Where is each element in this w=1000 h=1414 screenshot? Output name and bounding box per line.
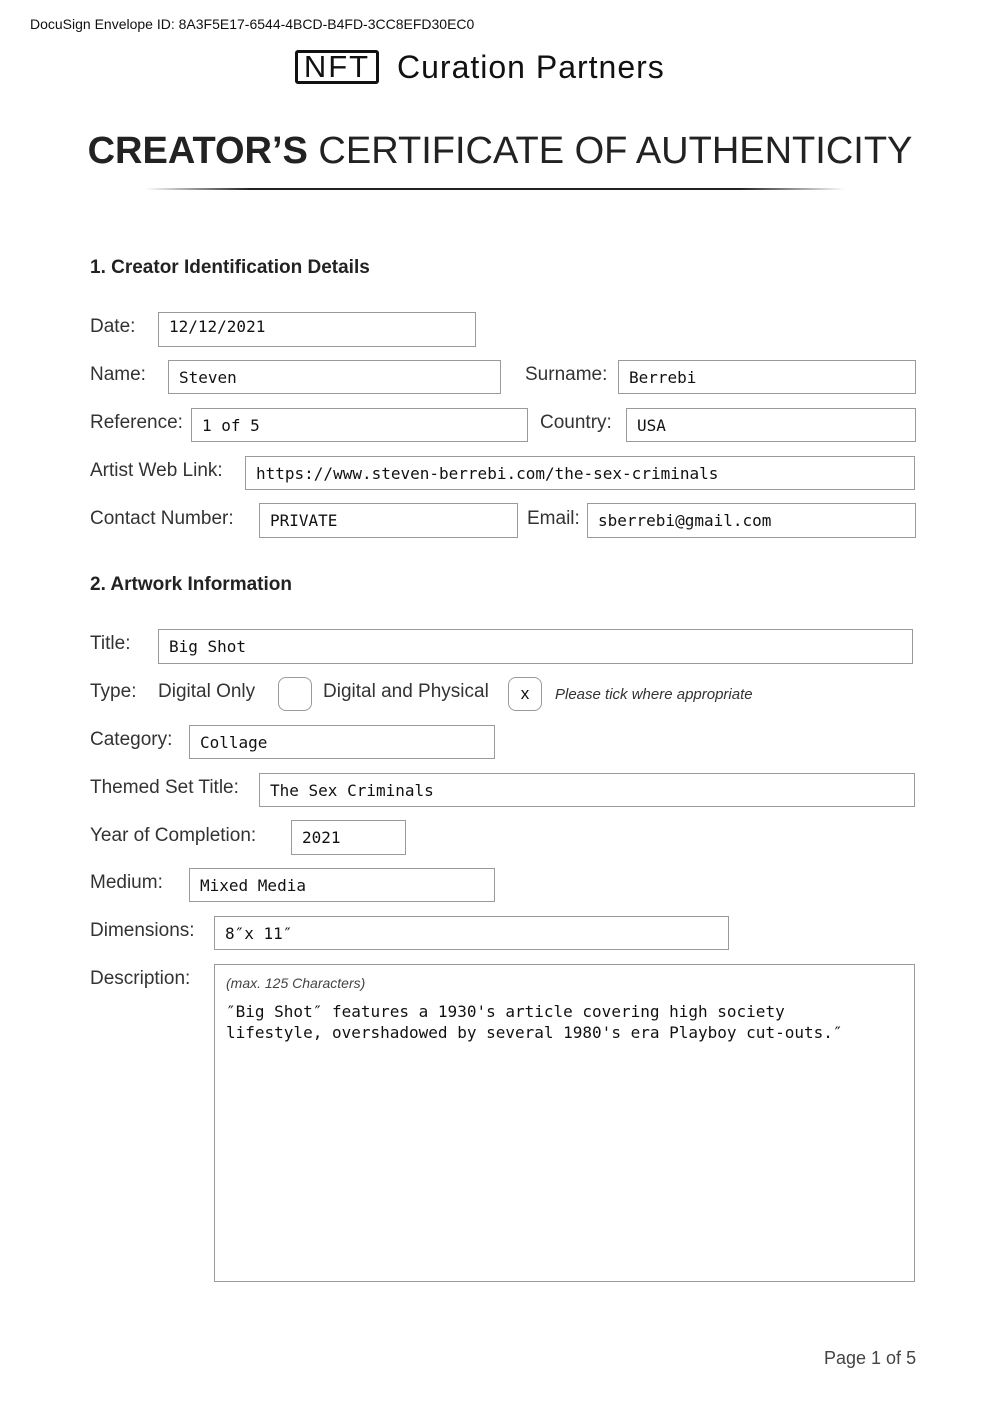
digital-only-label: Digital Only — [158, 681, 256, 702]
reference-label: Reference: — [90, 412, 183, 433]
title-divider — [145, 188, 845, 190]
envelope-id: DocuSign Envelope ID: 8A3F5E17-6544-4BCD-B4FD-3CC8EFD30EC0 — [30, 16, 475, 32]
year-field[interactable]: 2021 — [291, 820, 406, 855]
page-number: Page 1 of 5 — [824, 1348, 917, 1368]
description-text: ″Big Shot″ features a 1930's article covering high society lifestyle, overshadowed by several 1980's era Playboy cut-outs.″ — [226, 1002, 843, 1042]
section-heading-artwork: 2. Artwork Information — [90, 574, 292, 595]
contact-number-field[interactable]: PRIVATE — [259, 503, 518, 538]
certificate-title — [0, 130, 1000, 173]
category-label: Category: — [90, 729, 173, 750]
themed-set-label: Themed Set Title: — [90, 777, 239, 798]
logo-text: Curation Partners — [397, 48, 665, 85]
country-field[interactable]: USA — [626, 408, 916, 442]
surname-label: Surname: — [525, 364, 608, 385]
logo — [295, 46, 665, 88]
description-label: Description: — [90, 968, 191, 989]
name-label: Name: — [90, 364, 146, 385]
email-field[interactable]: sberrebi@gmail.com — [587, 503, 916, 538]
dimensions-field[interactable]: 8″x 11″ — [214, 916, 729, 950]
web-link-label: Artist Web Link: — [90, 460, 223, 481]
surname-field[interactable]: Berrebi — [618, 360, 916, 394]
description-hint: (max. 125 Characters) — [226, 975, 366, 991]
medium-label: Medium: — [90, 872, 163, 893]
reference-field[interactable]: 1 of 5 — [191, 408, 528, 442]
title-field[interactable]: Big Shot — [158, 629, 913, 664]
section-heading-creator: 1. Creator Identification Details — [90, 257, 370, 278]
digital-only-checkbox[interactable] — [278, 677, 312, 711]
type-label: Type: — [90, 681, 137, 702]
date-label: Date: — [90, 316, 136, 337]
digital-physical-checkbox[interactable]: x — [508, 677, 542, 711]
title-label: Title: — [90, 633, 131, 654]
email-label: Email: — [527, 508, 580, 529]
dimensions-label: Dimensions: — [90, 920, 195, 941]
medium-field[interactable]: Mixed Media — [189, 868, 495, 902]
logo-box: NFT — [295, 50, 379, 84]
description-field[interactable] — [214, 964, 915, 1282]
type-hint: Please tick where appropriate — [555, 686, 753, 703]
title-rest: CERTIFICATE OF AUTHENTICITY — [307, 130, 913, 172]
contact-number-label: Contact Number: — [90, 508, 234, 529]
year-label: Year of Completion: — [90, 825, 257, 846]
digital-physical-label: Digital and Physical — [323, 681, 489, 702]
themed-set-field[interactable]: The Sex Criminals — [259, 773, 915, 807]
title-bold: CREATOR’S — [87, 130, 308, 172]
web-link-field[interactable]: https://www.steven-berrebi.com/the-sex-criminals — [245, 456, 915, 490]
date-field[interactable]: 12/12/2021 — [158, 312, 476, 347]
name-field[interactable]: Steven — [168, 360, 501, 394]
country-label: Country: — [540, 412, 612, 433]
category-field[interactable]: Collage — [189, 725, 495, 759]
